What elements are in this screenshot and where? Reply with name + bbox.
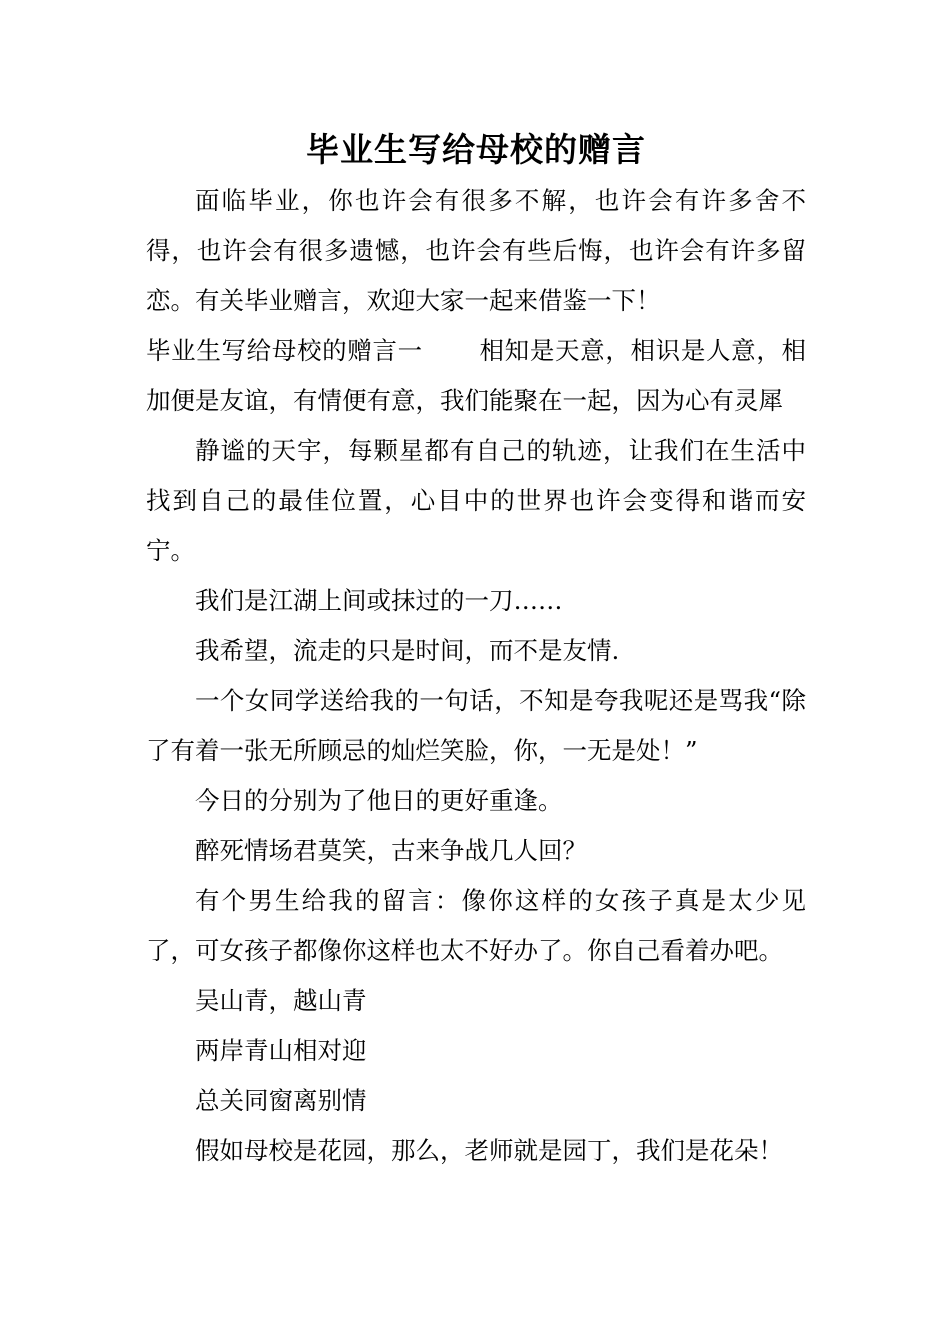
body-paragraph-6: 醉死情场君莫笑，古来争战几人回？ [195,836,587,865]
body-paragraph-7: 有个男生给我的留言：像你这样的女孩子真是太少见了，可女孩子都像你这样也太不好办了。你自己看着办吧。 [146,886,806,965]
document-page [146,124,806,1176]
body-paragraph-1: 静谧的天宇，每颗星都有自己的轨迹，让我们在生活中找到自己的最佳位置，心目中的世界也许会变得和谐而安宁。 [146,436,806,565]
body-paragraph-4: 一个女同学送给我的一句话，不知是夸我呢还是骂我“除了有着一张无所顾忌的灿烂笑脸，你，一无是处！” [146,686,806,765]
body-paragraph-8: 吴山青，越山青 [195,986,367,1015]
intro-paragraph: 面临毕业，你也许会有很多不解，也许会有许多舍不得，也许会有很多遗憾，也许会有些后悔，也许会有许多留恋。有关毕业赠言，欢迎大家一起来借鉴一下！ [146,186,806,315]
body-paragraph-9: 两岸青山相对迎 [195,1036,367,1065]
body-paragraph-10: 总关同窗离别情 [195,1086,367,1115]
body-paragraph-3: 我希望，流走的只是时间，而不是友情. [195,636,620,665]
document-title: 毕业生写给母校的赠言 [306,130,646,169]
body-paragraph-11: 假如母校是花园，那么，老师就是园丁，我们是花朵！ [195,1136,783,1165]
section-paragraph [146,326,806,426]
body-paragraph-5: 今日的分别为了他日的更好重逢。 [195,786,563,815]
body-paragraph-2: 我们是江湖上间或抹过的一刀…… [195,586,563,615]
section-lead-text: 相知是天意，相识是人意，相加便是友谊，有情便有意，我们能聚在一起，因为心有灵犀 [146,336,807,415]
section-heading: 毕业生写给母校的赠言一 [146,336,423,365]
